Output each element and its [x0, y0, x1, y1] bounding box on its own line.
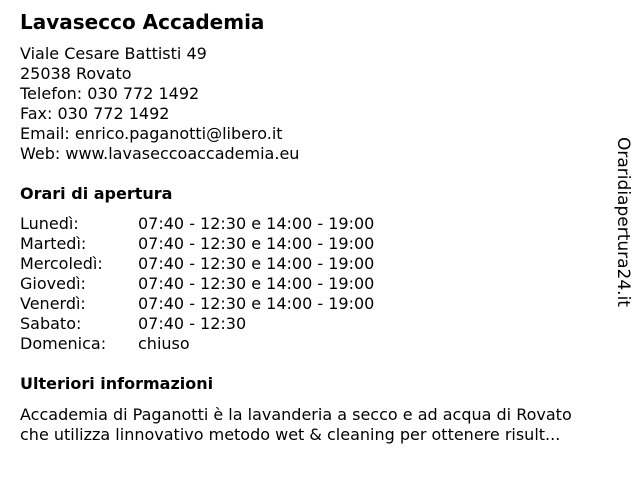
hours-row-wednesday: [20, 254, 420, 274]
hours-time: chiuso: [138, 334, 190, 353]
hours-day: Giovedì:: [20, 274, 86, 293]
hours-row-monday: [20, 214, 420, 234]
contact-block: [20, 44, 299, 164]
hours-day: Sabato:: [20, 314, 82, 333]
hours-time: 07:40 - 12:30: [138, 314, 247, 333]
opening-hours-heading: Orari di apertura: [20, 184, 173, 203]
web-line: Web: www.lavaseccoaccademia.eu: [20, 144, 300, 163]
hours-row-saturday: [20, 314, 420, 334]
hours-time: 07:40 - 12:30 e 14:00 - 19:00: [138, 234, 375, 253]
further-info-heading: Ulteriori informazioni: [20, 374, 214, 393]
hours-day: Lunedì:: [20, 214, 79, 233]
address-line: Viale Cesare Battisti 49: [20, 44, 207, 63]
hours-time: 07:40 - 12:30 e 14:00 - 19:00: [138, 214, 375, 233]
opening-hours-table: [20, 214, 420, 354]
hours-day: Martedì:: [20, 234, 87, 253]
email-line: Email: enrico.paganotti@libero.it: [20, 124, 283, 143]
hours-time: 07:40 - 12:30 e 14:00 - 19:00: [138, 254, 375, 273]
hours-row-tuesday: [20, 234, 420, 254]
fax-line: Fax: 030 772 1492: [20, 104, 170, 123]
description-line: Accademia di Paganotti è la lavanderia a secco e ad acqua di Rovato: [20, 405, 572, 424]
hours-row-sunday: [20, 334, 420, 354]
site-watermark: Oraridiapertura24.it: [613, 137, 633, 307]
phone-line: Telefon: 030 772 1492: [20, 84, 200, 103]
description-line: che utilizza linnovativo metodo wet & cleaning per ottenere risult...: [20, 425, 561, 444]
hours-row-friday: [20, 294, 420, 314]
hours-time: 07:40 - 12:30 e 14:00 - 19:00: [138, 294, 375, 313]
hours-day: Mercoledì:: [20, 254, 103, 273]
business-name: Lavasecco Accademia: [20, 10, 265, 34]
hours-time: 07:40 - 12:30 e 14:00 - 19:00: [138, 274, 375, 293]
hours-day: Venerdì:: [20, 294, 86, 313]
city-line: 25038 Rovato: [20, 64, 132, 83]
hours-day: Domenica:: [20, 334, 107, 353]
hours-row-thursday: [20, 274, 420, 294]
business-description: [20, 405, 572, 445]
